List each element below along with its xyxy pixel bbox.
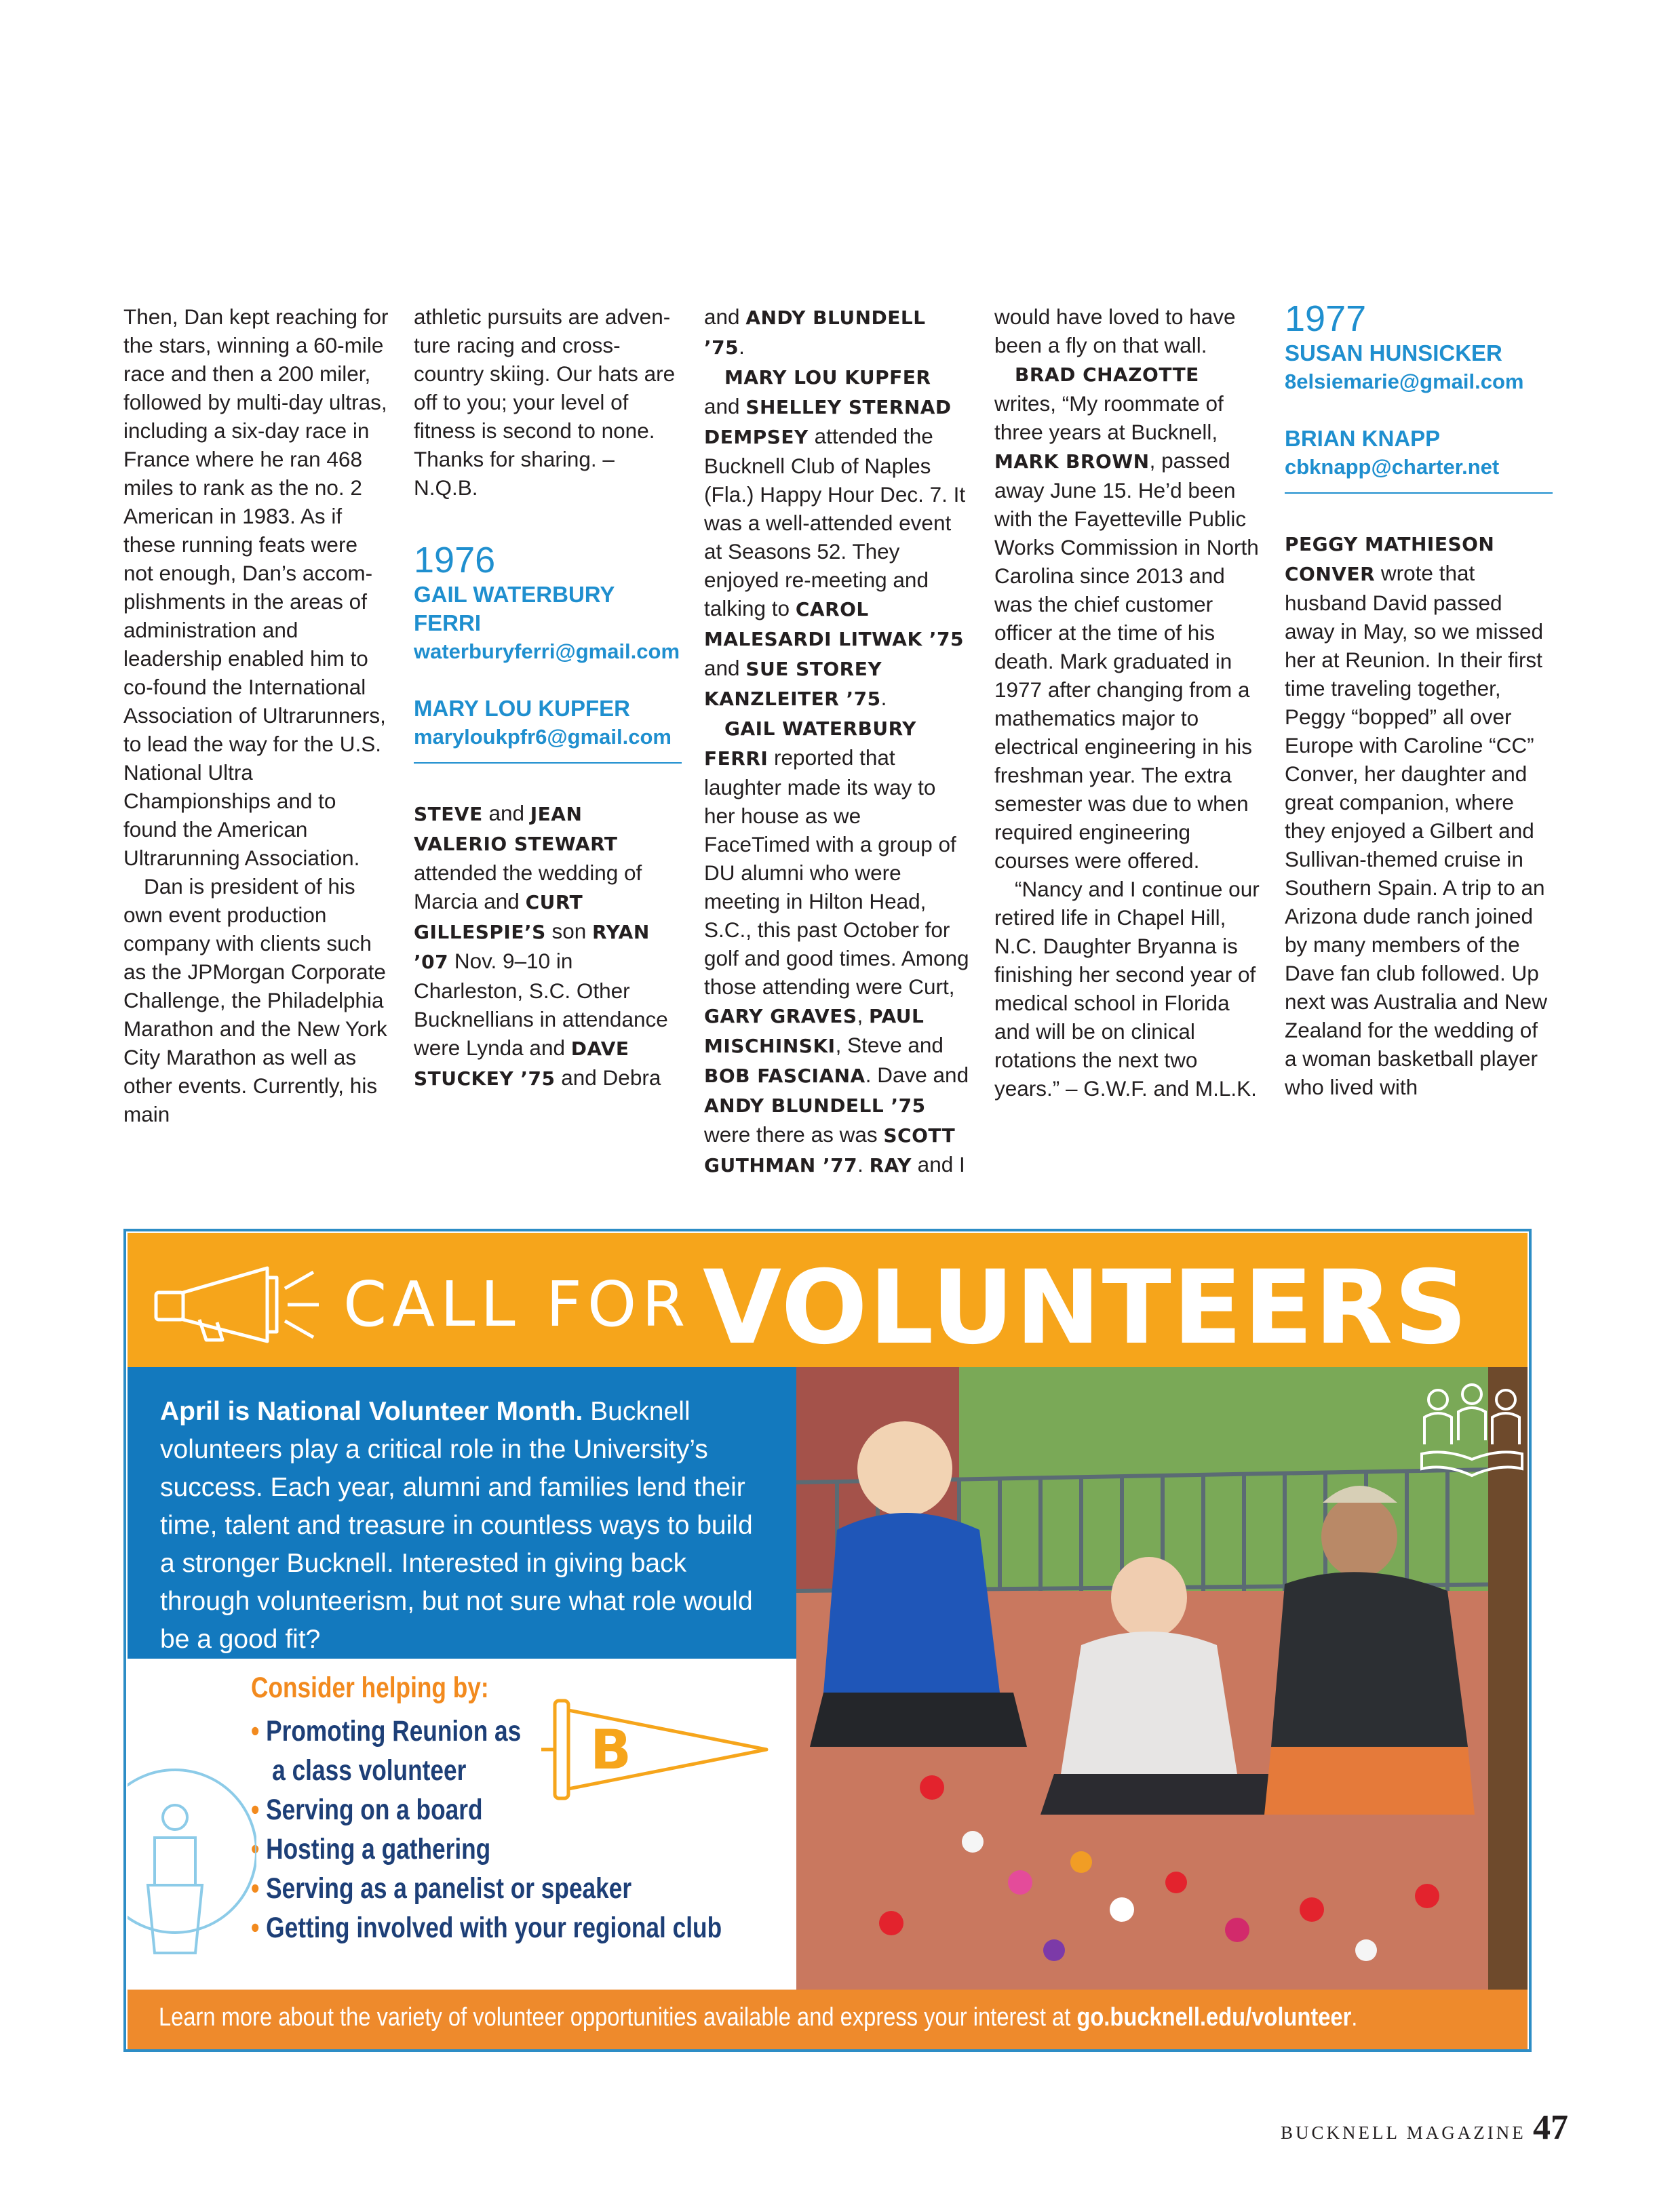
list-item: • Serving as a panelist or speaker (251, 1872, 632, 1905)
ad-banner (128, 1233, 1528, 1367)
col3-paragraph-3: GAIL WATERBURY FERRI reported that laughter made its way to her house as we FaceTimed with a group of DU alumni who were meeting in Hilton Head, S.C., this past October for golf and good times. Among those attending were Curt, GARY GRAVES, PAUL MISCHINSKI, Steve and BOB FASCIANA. Dave and ANDY BLUNDELL ’75 were there as was SCOTT GUTHMAN ’77. RAY and I (704, 717, 969, 1177)
col1-paragraph-2: Dan is president of his own event production company with clients such as the JPMorgan Corporate Challenge, the Philadelphia Marathon and the New York City Marathon as well as other events. Currently, his main (123, 874, 387, 1126)
col3-paragraph-1: and ANDY BLUNDELL ’75. (704, 304, 926, 359)
col1-paragraph-1: Then, Dan kept reaching for the stars, winning a 60-mile race and then a 200 miler, followed by multi-day ultras, including a six-day race in France where he ran 468 miles to rank as the no. 2 American in 1983. As if these running feats were not enough, Dan’s accomplishments in the areas of administration and leadership enabled him to co-found the International Association of Ultrarunners, to lead the way for the U.S. National Ultra Championships and to found the American Ultrarunning Association. (123, 304, 389, 870)
correspondent-name-1: GAIL WATERBURY FERRI (414, 582, 615, 635)
col3-paragraph-2: MARY LOU KUPFER and SHELLEY STERNAD DEMPSEY attended the Bucknell Club of Naples (Fla.) Happy Hour Dec. 7. It was a well-attended event at Seasons 52. They enjoyed re-meeting and talking to CAROL MALESARDI LITWAK ’75 and SUE STOREY KANZLEITER ’75. (704, 366, 966, 710)
correspondent-name-4: BRIAN KNAPP (1285, 426, 1441, 451)
correspondent-name-2: MARY LOU KUPFER (414, 696, 631, 721)
col2-paragraph-1: athletic pursuits are adventure racing and cross-country skiing. Our hats are off to you; your level of fitness is second to none. Thanks for sharing. – N.Q.B. (414, 304, 676, 500)
list-item: • Serving on a board (251, 1794, 483, 1826)
ad-footer-bar (128, 1990, 1528, 2049)
column-3 (704, 302, 972, 1180)
correspondent-email-4[interactable]: cbknapp@charter.net (1285, 455, 1500, 479)
column-5 (1285, 298, 1553, 1101)
section-divider (1285, 492, 1553, 494)
col4-paragraph-3: “Nancy and I continue our retired life in Chapel Hill, N.C. Daughter Bryanna is finishing her second year of medical school in Florida and will be on clinical rotations the next two years.” – G.W.F. and M.L.K. (994, 877, 1260, 1101)
pennant-letter: B (590, 1718, 631, 1781)
correspondent-email-1[interactable]: waterburyferri@gmail.com (414, 639, 680, 663)
people-helping-hands-icon (1418, 1383, 1526, 1485)
list-item: • Hosting a gathering (251, 1833, 491, 1865)
ad-headline-volunteers: VOLUNTEERS (703, 1249, 1469, 1367)
volunteer-link[interactable]: go.bucknell.edu/volunteer (1076, 2003, 1352, 2032)
col4-paragraph-2: BRAD CHAZOTTE writes, “My roommate of three years at Bucknell, MARK BROWN, passed away June 15. He’d been with the Fayetteville Public Works Commission in North Carolina since 2013 and was the chief customer officer at the time of his death. Mark graduated in 1977 after changing from a mathematics major to electrical engineering in his freshman year. The extra semester was due to when required engineering courses were offered. (994, 363, 1259, 873)
correspondent-email-3[interactable]: 8elsiemarie@gmail.com (1285, 370, 1524, 393)
ad-intro-text: April is National Volunteer Month. Bucknell volunteers play a critical role in the University’s success. Each year, alumni and families lend their time, talent and treasure in countless ways to build a stronger Bucknell. Interested in giving back through volunteerism, but not sure what role would be a good fit? (160, 1397, 753, 1654)
ad-intro-panel (128, 1367, 796, 1659)
section-divider (414, 762, 682, 764)
page-number: 47 (1533, 2108, 1568, 2147)
column-4 (994, 302, 1262, 1103)
col4-paragraph-1: would have loved to have been a fly on that wall. (994, 304, 1236, 357)
list-item-continued: a class volunteer (272, 1754, 467, 1787)
list-item: • Getting involved with your regional club (251, 1912, 722, 1944)
list-item: • Promoting Reunion as (251, 1715, 522, 1747)
magazine-name: BUCKNELL MAGAZINE (1281, 2122, 1526, 2143)
consider-helping-heading: Consider helping by: (251, 1672, 489, 1704)
correspondent-name-3: SUSAN HUNSICKER (1285, 340, 1502, 366)
col2-paragraph-2: STEVE and JEAN VALERIO STEWART attended the wedding of Marcia and CURT GILLESPIE’S son RYAN ’07 Nov. 9–10 in Charleston, S.C. Other Bucknellians in attendance were Lynda and DAVE STUCKEY ’75 and Debra (414, 801, 668, 1090)
speaker-podium-icon (128, 1763, 256, 1967)
ad-headline-call-for: CALL FOR (343, 1268, 691, 1341)
col5-paragraph-1: PEGGY MATHIESON CONVER wrote that husband David passed away in May, so we missed her at Reunion. In their first time traveling together, Peggy “bopped” all over Europe with Caroline “CC” Conver, her daughter and great companion, where they enjoyed a Gilbert and Sullivan-themed cruise in Southern Spain. A trip to an Arizona dude ranch joined by many members of the Dave fan club followed. Up next was Australia and New Zealand for the wedding of a woman basketball player who lived with (1285, 533, 1547, 1099)
column-1 (123, 302, 391, 1128)
pennant-icon (536, 1695, 780, 1804)
ad-footer-text: Learn more about the variety of volunteer opportunities available and express your interest at go.bucknell.edu/volunteer. (159, 2003, 1358, 2032)
correspondent-email-2[interactable]: maryloukpfr6@gmail.com (414, 725, 672, 749)
class-year-1976: 1976 (414, 540, 496, 580)
class-year-1977: 1977 (1285, 298, 1367, 339)
column-2 (414, 302, 682, 1093)
megaphone-icon (152, 1264, 328, 1345)
